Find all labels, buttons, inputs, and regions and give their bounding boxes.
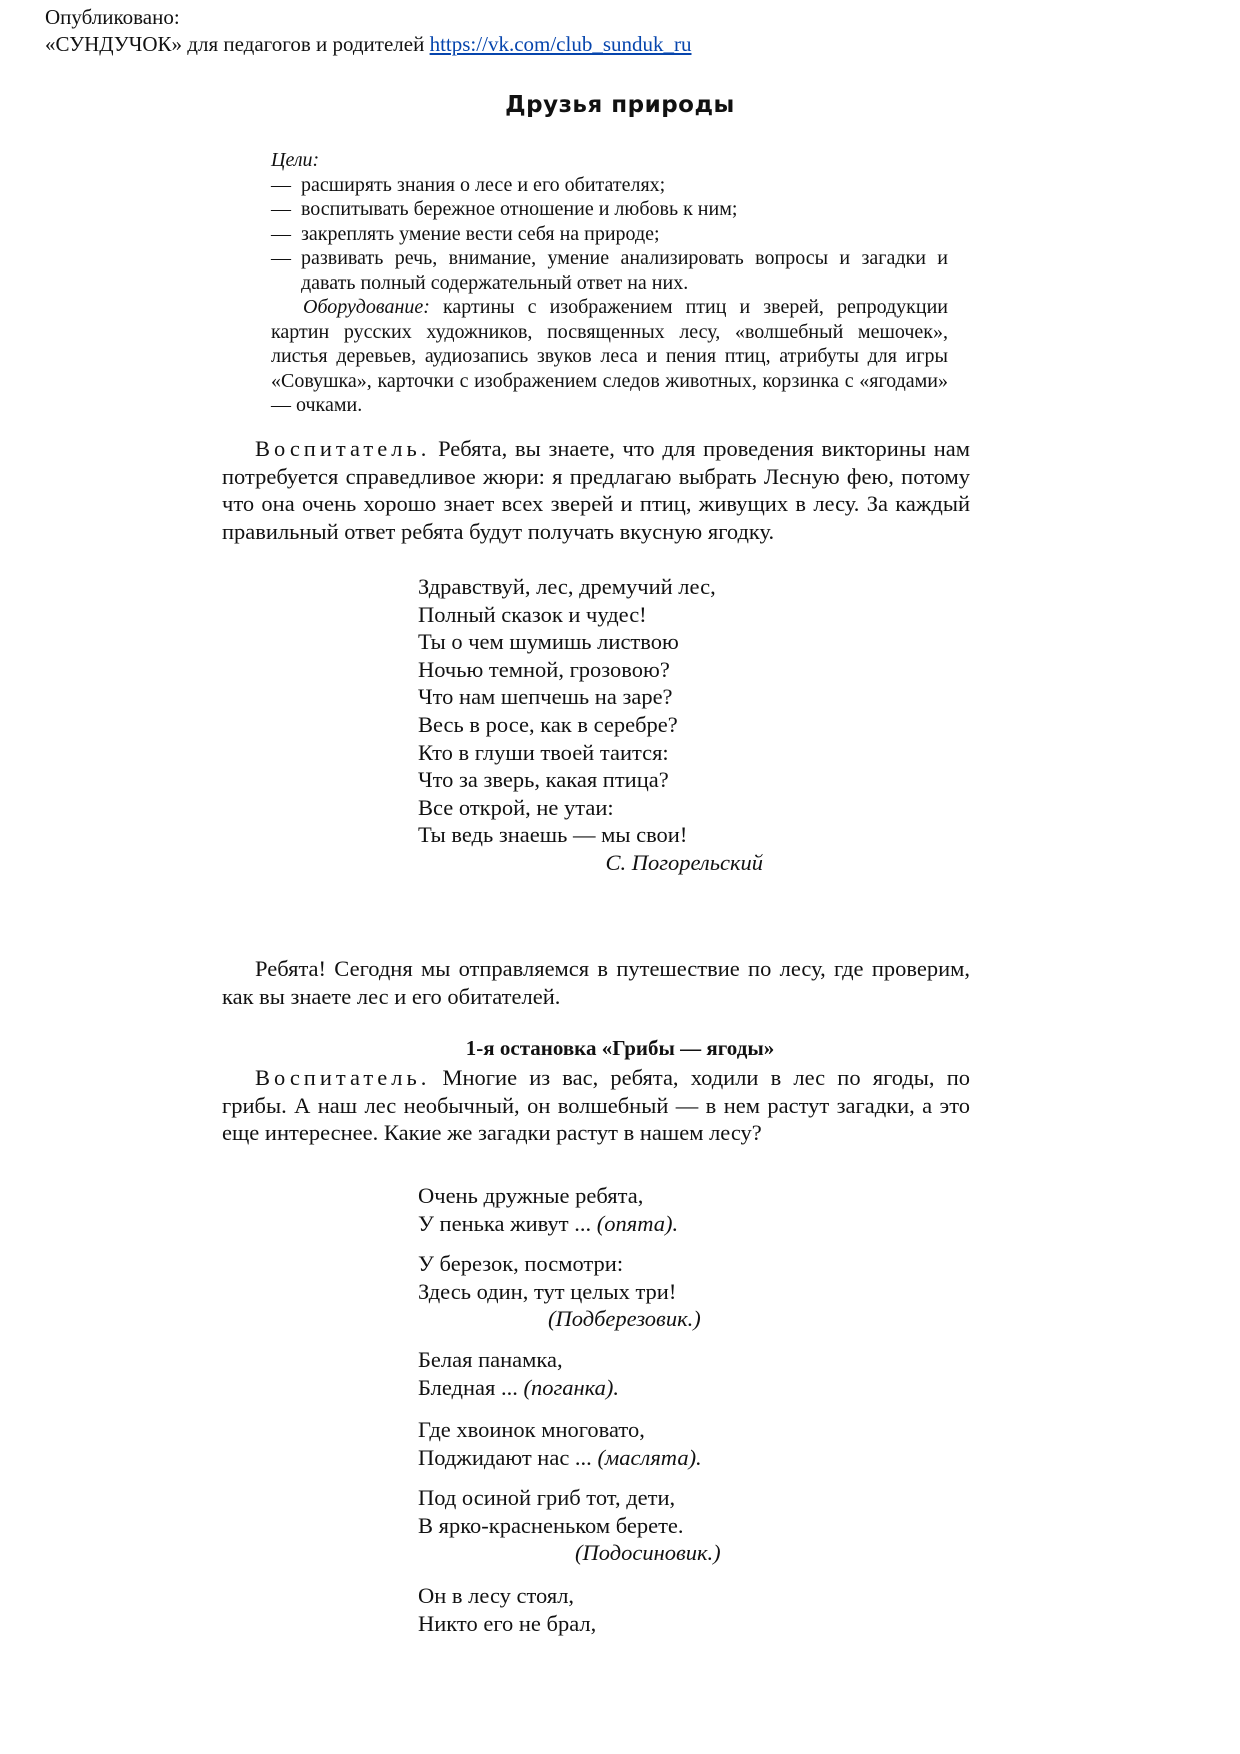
- intro-text: Ребята, вы знаете, что для проведения викторины нам потребуется справедливое жюри: я предлагаю выбрать Лесную фею, потому что она очень хорошо знает всех зверей и птиц, живущих в лесу. За каждый правильный ответ ребята будут получать вкусную ягодку.: [222, 436, 971, 544]
- goals-label: Цели:: [271, 149, 320, 171]
- riddle-answer: (Подосиновик.): [575, 1540, 721, 1566]
- poem-author: С. Погорельский: [605, 849, 763, 875]
- poem-line: Весь в росе, как в серебре?: [418, 711, 678, 737]
- goals-list: [271, 173, 948, 296]
- poem-line: Все открой, не утаи:: [418, 794, 614, 820]
- riddle-line: [418, 1210, 678, 1238]
- riddle: [418, 1182, 678, 1237]
- riddle-line: Никто его не брал,: [418, 1610, 597, 1636]
- riddle-text: Бледная ...: [418, 1374, 518, 1400]
- community-name: «СУНДУЧОК» для педагогов и родителей: [45, 32, 425, 56]
- speaker-label: Воспитатель.: [255, 1065, 431, 1090]
- goal-item: — закреплять умение вести себя на природе;: [271, 222, 948, 247]
- poem-line: Здравствуй, лес, дремучий лес,: [418, 574, 716, 599]
- riddle: [418, 1346, 619, 1401]
- equipment-text: картины с изображением птиц и зверей, репродукции картин русских художников, посвященных лесу, «волшебный мешочек», листья деревьев, аудиозапись звуков леса и пения птиц, атрибуты для игры «Совушка», карточки с изображением следов животных, корзинка с «ягодами» — очками.: [271, 296, 948, 416]
- poem-line: Что за зверь, какая птица?: [418, 767, 669, 793]
- stop-intro-text: Многие из вас, ребята, ходили в лес по ягоды, по грибы. А наш лес необычный, он волшебный — в нем растут загадки, а это еще интереснее. Какие же загадки растут в нашем лесу?: [222, 1065, 970, 1146]
- poem-line: Что нам шепчешь на заре?: [418, 684, 673, 710]
- riddle-answer: (поганка).: [523, 1374, 620, 1400]
- poem-line: Ты о чем шумишь листвою: [418, 629, 679, 655]
- riddle-answer: (Подберезовик.): [548, 1306, 701, 1332]
- riddle-line: Под осиной гриб тот, дети,: [418, 1485, 676, 1510]
- published-label: Опубликовано:: [45, 5, 180, 29]
- poem: [418, 573, 763, 877]
- goals-block: [271, 148, 948, 418]
- speaker-label: Воспитатель.: [255, 436, 431, 461]
- riddle-text: Поджидают нас ...: [418, 1444, 592, 1470]
- journey-paragraph: Ребята! Сегодня мы отправляемся в путешествие по лесу, где проверим, как вы знаете лес и его обитателей.: [222, 956, 970, 1009]
- riddle-answer: (опята).: [596, 1210, 679, 1236]
- riddle: [418, 1484, 721, 1567]
- riddle-line: Где хвоинок многовато,: [418, 1417, 645, 1442]
- riddle-line: Он в лесу стоял,: [418, 1583, 575, 1608]
- goal-item: — расширять знания о лесе и его обитателях;: [271, 173, 948, 198]
- riddle-line: [418, 1374, 619, 1402]
- stop-intro-paragraph: [222, 1064, 970, 1147]
- riddle-line: [418, 1444, 702, 1472]
- equipment-label: Оборудование:: [303, 296, 430, 318]
- riddle: [418, 1582, 596, 1637]
- poem-line: Ночью темной, грозовою?: [418, 656, 670, 682]
- community-link[interactable]: https://vk.com/club_sunduk_ru: [429, 32, 692, 56]
- goal-item: — воспитывать бережное отношение и любовь к ним;: [271, 197, 948, 222]
- publication-note: [45, 4, 692, 58]
- riddle-line: Здесь один, тут целых три!: [418, 1278, 677, 1304]
- riddle-text: У пенька живут ...: [418, 1210, 592, 1236]
- riddle-answer: (маслята).: [597, 1444, 702, 1470]
- riddle-line: У березок, посмотри:: [418, 1251, 624, 1276]
- poem-line: Кто в глуши твоей таится:: [418, 739, 669, 765]
- riddle-line: Очень дружные ребята,: [418, 1183, 644, 1208]
- poem-line: Полный сказок и чудес!: [418, 601, 647, 627]
- intro-paragraph: [222, 435, 970, 545]
- poem-line: Ты ведь знаешь — мы свои!: [418, 822, 688, 848]
- equipment-paragraph: [271, 295, 948, 418]
- riddle: [418, 1250, 701, 1333]
- published-source: [45, 31, 692, 58]
- riddle-line: В ярко-красненьком берете.: [418, 1512, 684, 1538]
- riddle: [418, 1416, 702, 1471]
- riddle-line: Белая панамка,: [418, 1347, 563, 1372]
- goal-item: — развивать речь, внимание, умение анализировать вопросы и загадки и давать полный содержательный ответ на них.: [271, 246, 948, 295]
- page-title: Друзья природы: [505, 92, 735, 118]
- stop-heading: 1-я остановка «Грибы — ягоды»: [465, 1036, 775, 1060]
